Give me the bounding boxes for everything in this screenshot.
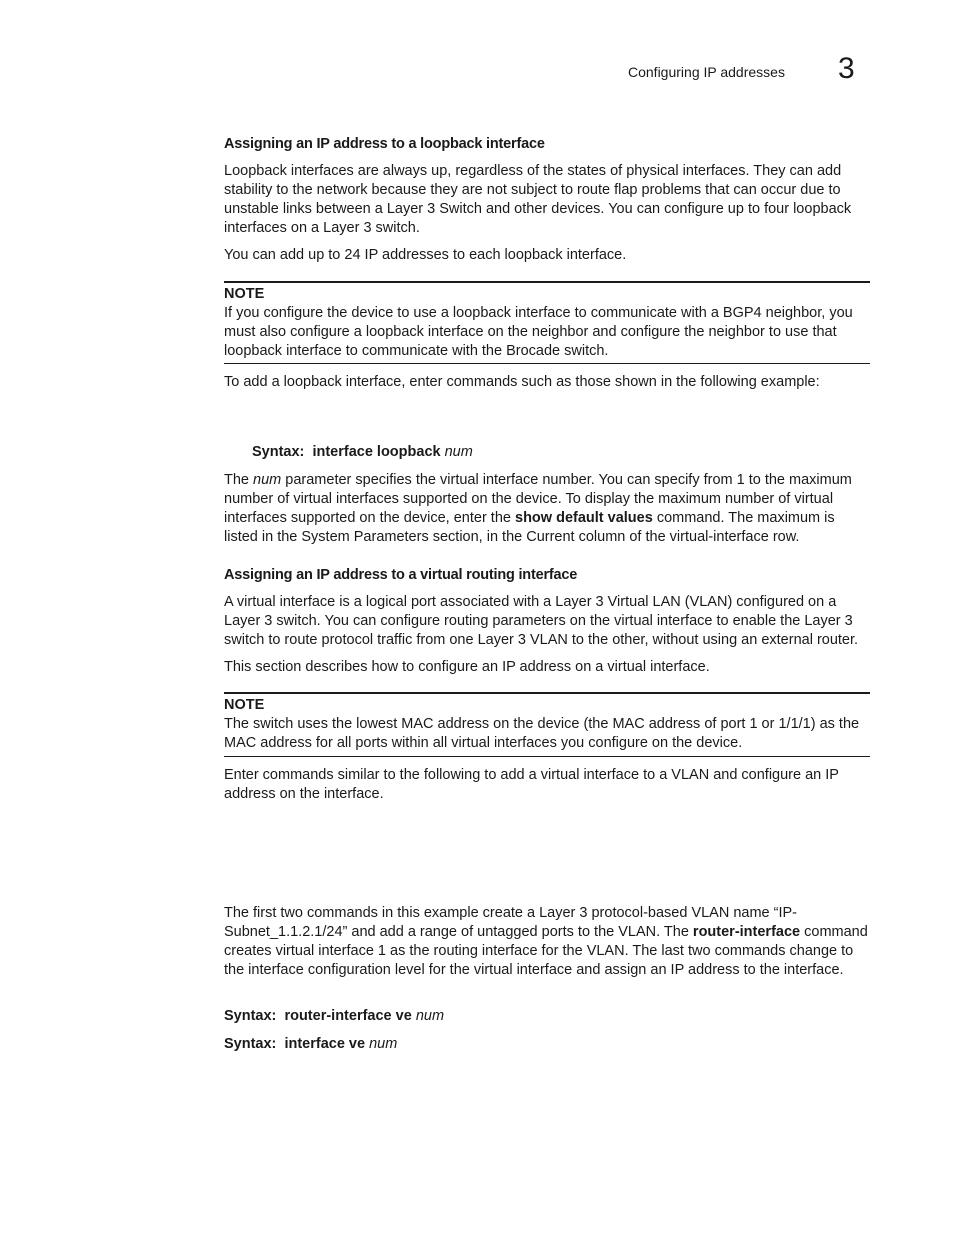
text-run: command creates virtual interface 1 as the routing interface for the VLAN. The last two commands change to the interface configuration level for the virtual interface and assign an IP address to the interface.: [224, 924, 868, 978]
syntax-line: [224, 1036, 397, 1052]
note-text: The switch uses the lowest MAC address on the device (the MAC address of port 1 or 1/1/1) as the MAC address for all ports within all virtual interfaces you configure on the device.: [224, 716, 860, 751]
paragraph: [224, 471, 870, 547]
note-label: NOTE: [224, 697, 265, 713]
note-box: [224, 692, 870, 757]
section-heading-loopback: Assigning an IP address to a loopback interface: [224, 136, 545, 152]
paragraph: You can add up to 24 IP addresses to each loopback interface.: [224, 247, 627, 263]
paragraph: Loopback interfaces are always up, regardless of the states of physical interfaces. They can add stability to the network because they are not subject to route flap problems that can occur due to unstable links between a Layer 3 Switch and other devices. You can configure up to four loopback interfaces on a Layer 3 switch.: [224, 163, 852, 236]
paragraph: This section describes how to configure an IP address on a virtual interface.: [224, 659, 710, 675]
note-text: If you configure the device to use a loopback interface to communicate with a BGP4 neighbor, you must also configure a loopback interface on the neighbor and configure the neighbor to use that loopback interface to communicate with the Brocade switch.: [224, 305, 853, 359]
section-heading-virtual-routing: Assigning an IP address to a virtual routing interface: [224, 567, 578, 583]
text-run: parameter specifies the virtual interface number. You can specify from 1 to the maximum number of virtual interfaces supported on the device. To display the maximum number of virtual interfaces supported on the device, enter the: [224, 472, 852, 526]
command-name: router-interface: [692, 924, 801, 940]
chapter-number: 3: [838, 52, 855, 85]
syntax-label: Syntax:: [224, 1008, 277, 1024]
command-name: show default values: [515, 510, 653, 526]
paragraph: A virtual interface is a logical port associated with a Layer 3 Virtual LAN (VLAN) configured on a Layer 3 switch. You can configure routing parameters on the virtual interface to enable the Layer 3 switch to route protocol traffic from one Layer 3 VLAN to the other, without using an external router.: [224, 594, 859, 648]
running-header-title: Configuring IP addresses: [628, 64, 785, 80]
syntax-label: Syntax:: [224, 1036, 277, 1052]
note-box: [224, 281, 870, 364]
paragraph: Enter commands similar to the following to add a virtual interface to a VLAN and configure an IP address on the interface.: [224, 767, 839, 802]
parameter-name: num: [253, 472, 282, 488]
paragraph: [224, 904, 870, 980]
text-run: command. The maximum is listed in the System Parameters section, in the Current column of the virtual-interface row.: [224, 510, 835, 545]
syntax-label: Syntax:: [252, 444, 305, 460]
syntax-argument: num: [415, 1008, 445, 1024]
syntax-line: [252, 444, 473, 460]
syntax-command: interface ve: [284, 1036, 366, 1052]
paragraph: To add a loopback interface, enter commands such as those shown in the following example:: [224, 374, 820, 390]
syntax-command: router-interface ve: [284, 1008, 412, 1024]
syntax-argument: num: [369, 1036, 398, 1052]
syntax-line: [224, 1008, 444, 1024]
syntax-command: interface loopback: [312, 444, 441, 460]
syntax-argument: num: [444, 444, 473, 460]
text-run: The: [224, 472, 249, 488]
note-label: NOTE: [224, 286, 265, 302]
text-run: The first two commands in this example create a Layer 3 protocol-based VLAN name “IP-Subnet_1.1.2.1/24” and add a range of untagged ports to the VLAN. The: [224, 905, 798, 940]
